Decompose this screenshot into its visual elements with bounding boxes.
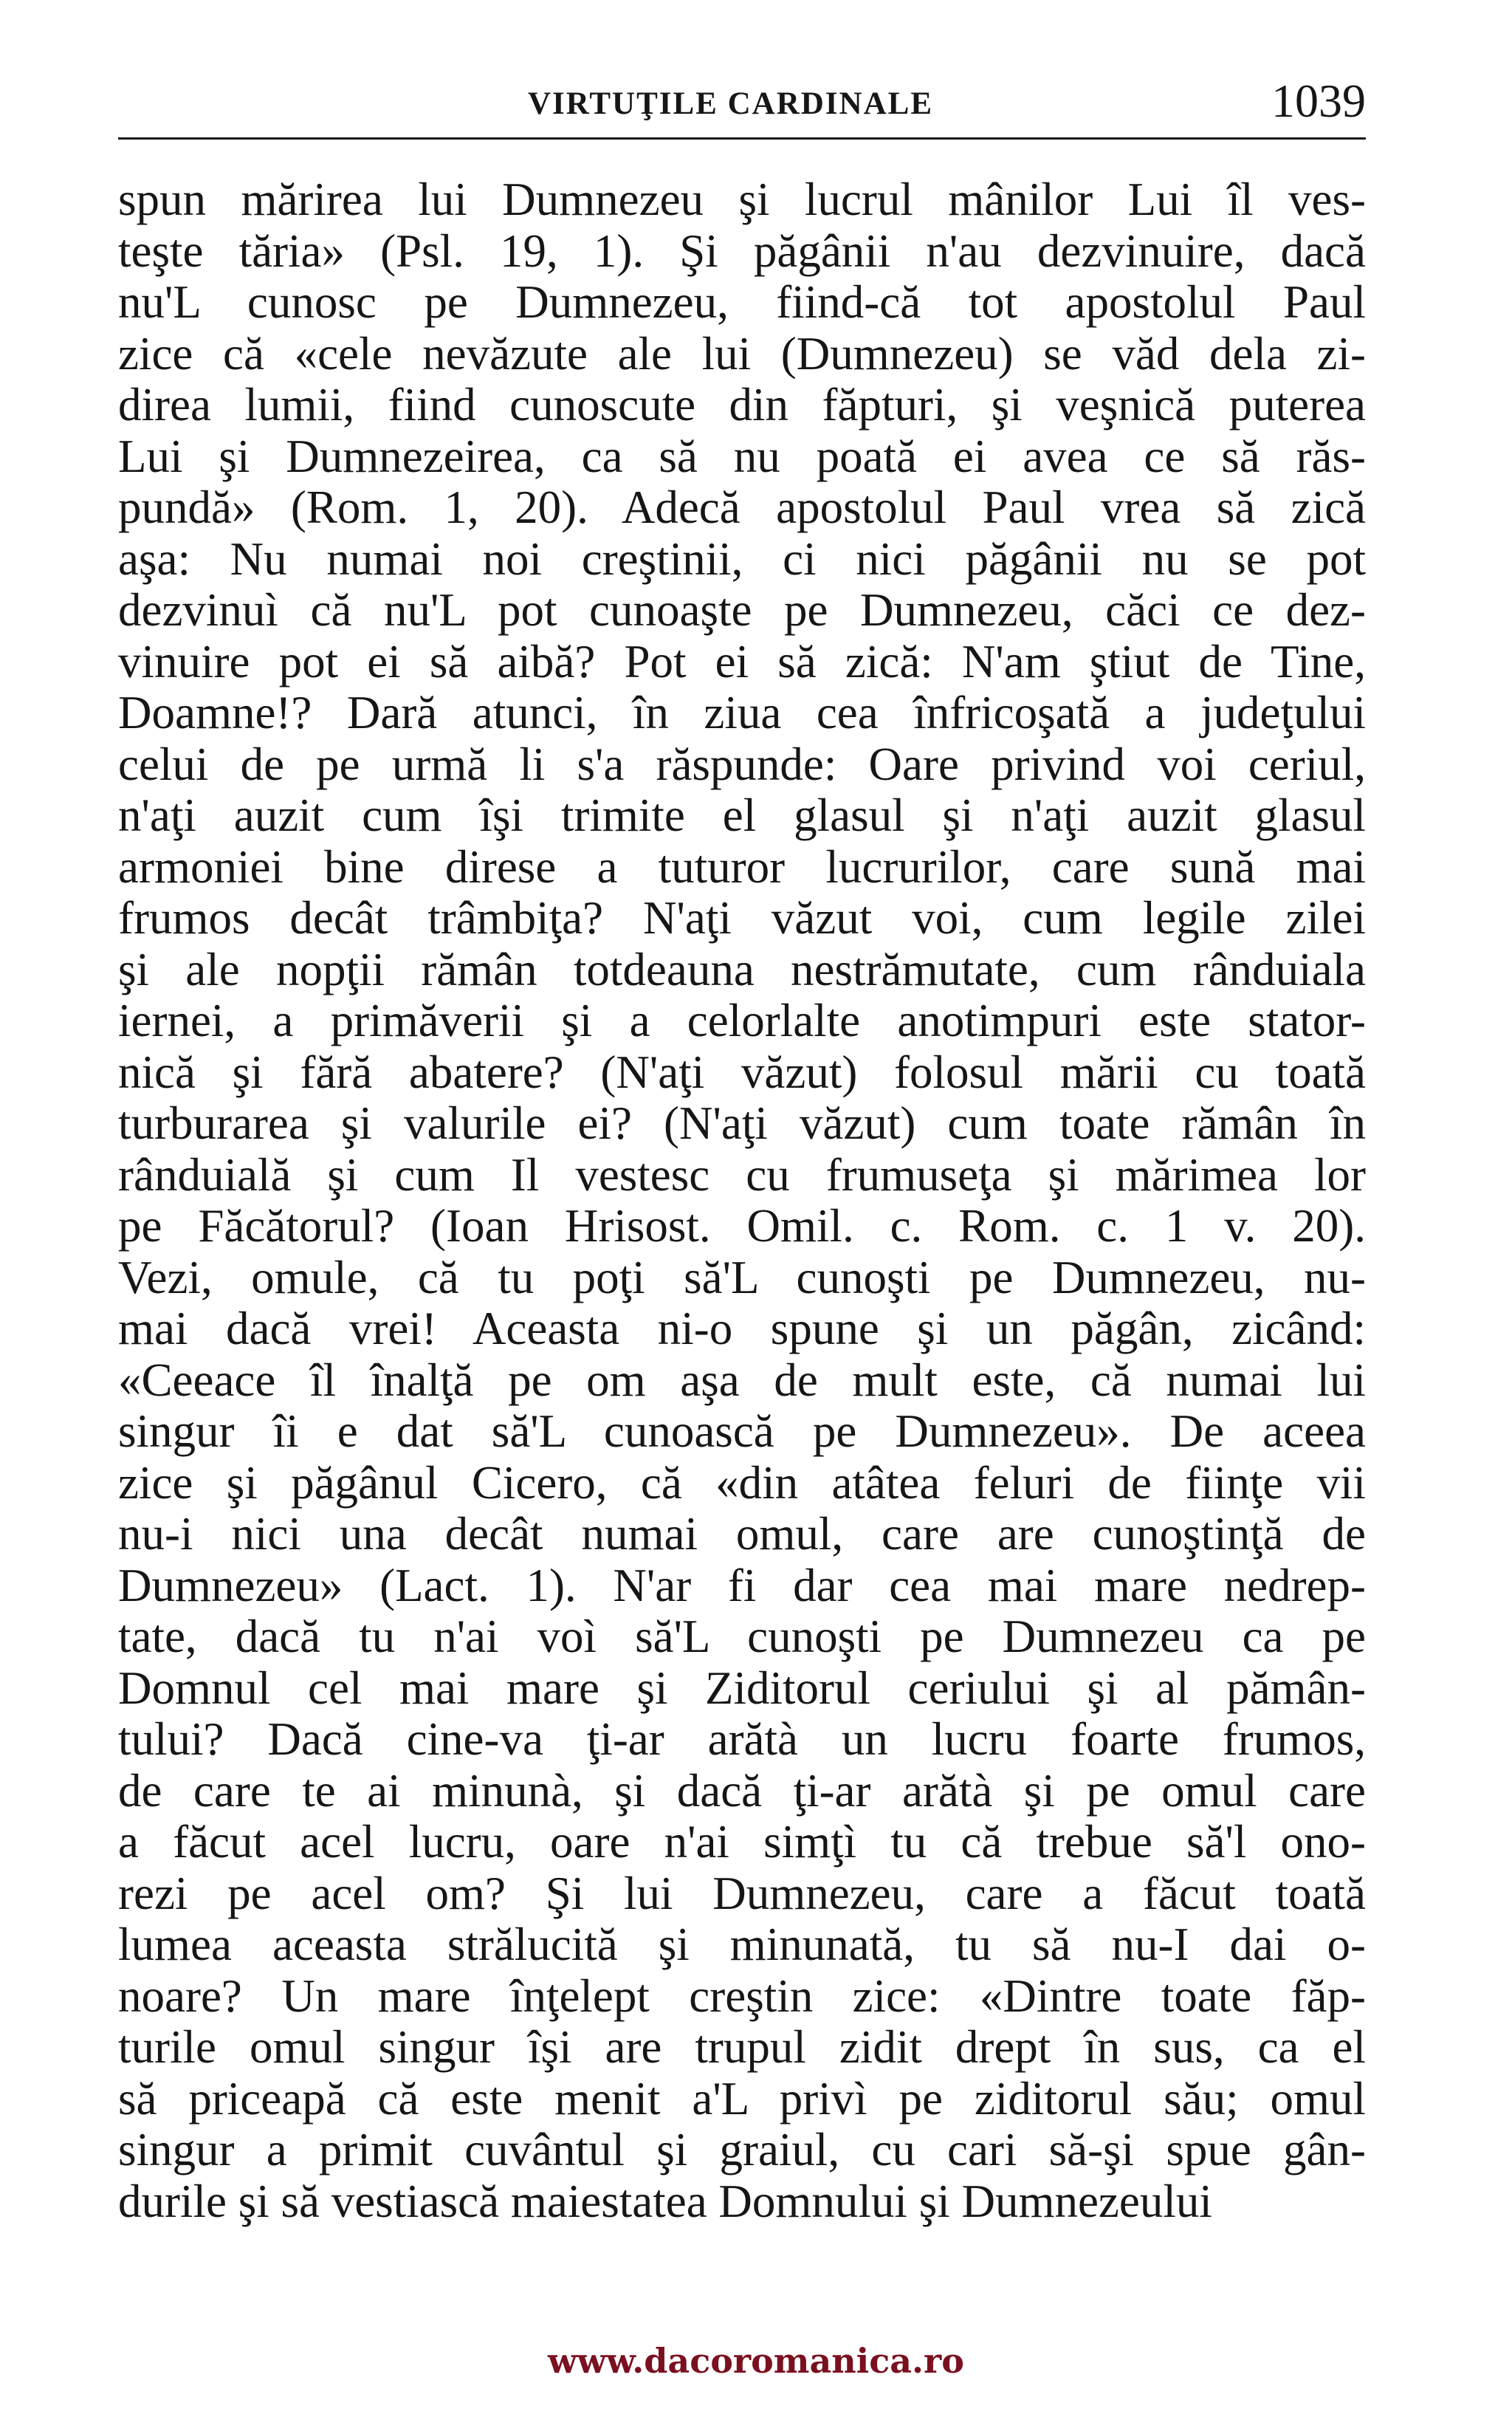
text-line: iernei, a primăverii şi a celorlalte anotimpuri este stator- [118, 995, 1366, 1046]
text-line: teşte tăria» (Psl. 19, 1). Şi păgânii n'au dezvinuire, dacă [118, 224, 1366, 277]
text-line: zice că «cele nevăzute ale lui (Dumnezeu) se văd dela zi- [118, 327, 1366, 380]
page-header [118, 74, 1366, 140]
text-line: direa lumii, fiind cunoscute din făpturi, şi veşnică puterea [118, 379, 1366, 431]
text-line: rezi pe acel om? Şi lui Dumnezeu, care a făcut toată [118, 1867, 1366, 1919]
text-line: tului? Dacă cine-va ţi-ar arătà un lucru foarte frumos, [118, 1713, 1366, 1765]
text-line: zice şi păgânul Cicero, că «din atâtea feluri de fiinţe vii [118, 1456, 1366, 1509]
text-line: nu'L cunosc pe Dumnezeu, fiind-că tot apostolul Paul [118, 276, 1366, 328]
text-line: Dumnezeu» (Lact. 1). N'ar fi dar cea mai mare nedrep- [118, 1559, 1366, 1611]
text-line: de care te ai minunà, şi dacă ţi-ar arătà şi pe omul care [118, 1764, 1366, 1817]
text-line: pe Făcătorul? (Ioan Hrisost. Omil. c. Rom. c. 1 v. 20). [118, 1200, 1366, 1252]
text-line: turburarea şi valurile ei? (N'aţi văzut) cum toate rămân în [118, 1097, 1366, 1149]
page-number: 1039 [1271, 75, 1366, 127]
text-line: Domnul cel mai mare şi Ziditorul ceriului şi al pămân- [118, 1662, 1366, 1714]
text-line: tate, dacă tu n'ai voì să'L cunoşti pe Dumnezeu ca pe [118, 1611, 1366, 1662]
text-line: aşa: Nu numai noi creştinii, ci nici păgânii nu se pot [118, 532, 1366, 585]
running-title: VIRTUŢILE CARDINALE [528, 86, 934, 121]
text-line: celui de pe urmă li s'a răspunde: Oare privind voi ceriul, [118, 738, 1366, 790]
text-line: singur a primit cuvântul şi graiul, cu cari să-şi spue gân- [118, 2124, 1366, 2175]
text-line: frumos decât trâmbiţa? N'aţi văzut voi, cum legile zilei [118, 892, 1366, 944]
text-line: şi ale nopţii rămân totdeauna nestrămutate, cum rânduiala [118, 943, 1366, 995]
text-line: durile şi să vestiască maiestatea Domnului şi Dumnezeului [118, 2175, 1212, 2227]
text-line: singur îi e dat să'L cunoască pe Dumnezeu». De aceea [118, 1405, 1366, 1457]
text-line: a făcut acel lucru, oare n'ai simţì tu că trebue să'l ono- [118, 1816, 1366, 1868]
text-line: mai dacă vrei! Aceasta ni-o spune şi un păgân, zicând: [118, 1303, 1366, 1354]
text-line: «Ceeace îl înalţă pe om aşa de mult este, că numai lui [118, 1354, 1366, 1406]
text-line: armoniei bine direse a tuturor lucrurilor, care sună mai [118, 840, 1366, 893]
text-line: Lui şi Dumnezeirea, ca să nu poată ei avea ce să răs- [118, 430, 1366, 482]
text-line: n'aţi auzit cum îşi trimite el glasul şi n'aţi auzit glasul [118, 789, 1366, 841]
text-line: Doamne!? Dară atunci, în ziua cea înfricoşată a judeţului [118, 687, 1366, 738]
body-text [118, 174, 1366, 2227]
text-line: dezvinuì că nu'L pot cunoaşte pe Dumnezeu, căci ce dez- [118, 584, 1366, 636]
text-line: nu-i nici una decât numai omul, care are cunoştinţă de [118, 1508, 1366, 1560]
text-line: spun mărirea lui Dumnezeu şi lucrul mânilor Lui îl ves- [118, 174, 1366, 225]
header-rule [118, 137, 1366, 140]
text-line: Vezi, omule, că tu poţi să'L cunoşti pe Dumnezeu, nu- [118, 1251, 1366, 1303]
text-line: nică şi fără abatere? (N'aţi văzut) folosul mării cu toată [118, 1046, 1366, 1098]
text-line: turile omul singur îşi are trupul zidit drept în sus, ca el [118, 2021, 1366, 2073]
text-line: lumea aceasta strălucită şi minunată, tu să nu-I dai o- [118, 1919, 1366, 1970]
text-line: noare? Un mare înţelept creştin zice: «Dintre toate făp- [118, 1969, 1366, 2022]
text-line: vinuire pot ei să aibă? Pot ei să zică: N'am ştiut de Tine, [118, 635, 1366, 688]
text-line: pundă» (Rom. 1, 20). Adecă apostolul Paul vrea să zică [118, 481, 1366, 533]
text-line: rânduială şi cum Il vestesc cu frumuseţa şi mărimea lor [118, 1148, 1366, 1201]
footer-website: www.dacoromanica.ro [548, 2341, 964, 2381]
text-line: să priceapă că este menit a'L privì pe ziditorul său; omul [118, 2072, 1366, 2125]
